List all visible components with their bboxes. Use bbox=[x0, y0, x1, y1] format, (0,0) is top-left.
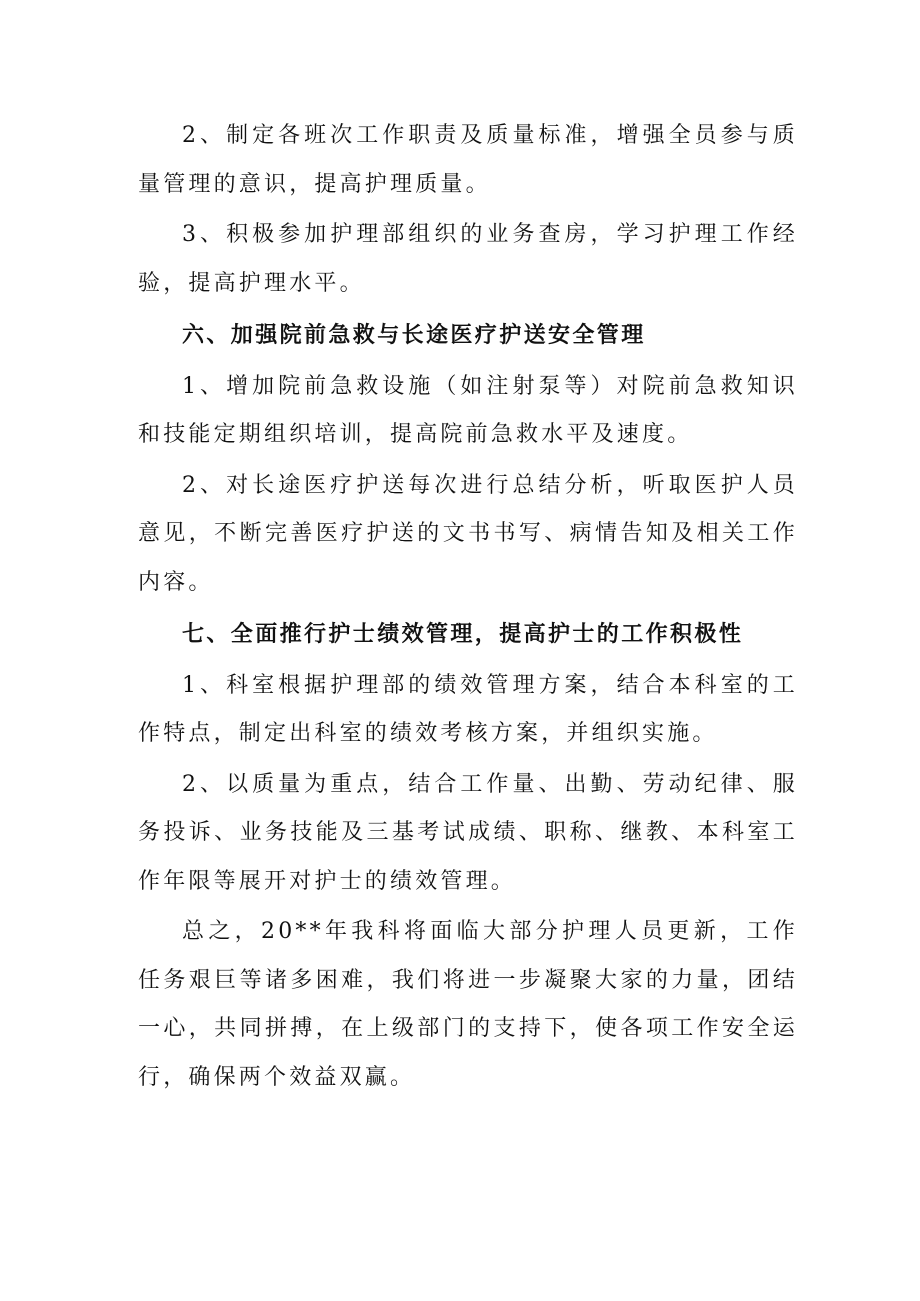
paragraph-performance-plan: 1、科室根据护理部的绩效管理方案，结合本科室的工作特点，制定出科室的绩效考核方案，并组织实施。 bbox=[138, 672, 798, 746]
document-body bbox=[138, 112, 798, 1102]
paragraph-emergency-training: 1、增加院前急救设施（如注射泵等）对院前急救知识和技能定期组织培训，提高院前急救水平及速度。 bbox=[138, 373, 798, 447]
paragraph-ward-rounds: 3、积极参加护理部组织的业务查房，学习护理工作经验，提高护理水平。 bbox=[138, 222, 798, 296]
paragraph-quality-standards: 2、制定各班次工作职责及质量标准，增强全员参与质量管理的意识，提高护理质量。 bbox=[138, 123, 798, 197]
paragraph-transport-review: 2、对长途医疗护送每次进行总结分析，听取医护人员意见，不断完善医疗护送的文书书写、病情告知及相关工作内容。 bbox=[138, 472, 798, 595]
paragraph-conclusion: 总之，20**年我科将面临大部分护理人员更新，工作任务艰巨等诸多困难，我们将进一步凝聚大家的力量，团结一心，共同拼搏，在上级部门的支持下，使各项工作安全运行，确保两个效益双赢。 bbox=[138, 919, 798, 1090]
section-heading-prehospital-emergency: 六、加强院前急救与长途医疗护送安全管理 bbox=[182, 323, 646, 348]
paragraph-performance-criteria: 2、以质量为重点，结合工作量、出勤、劳动纪律、服务投诉、业务技能及三基考试成绩、职称、继教、本科室工作年限等展开对护士的绩效管理。 bbox=[138, 771, 798, 894]
section-heading-nurse-performance: 七、全面推行护士绩效管理，提高护士的工作积极性 bbox=[182, 622, 744, 647]
